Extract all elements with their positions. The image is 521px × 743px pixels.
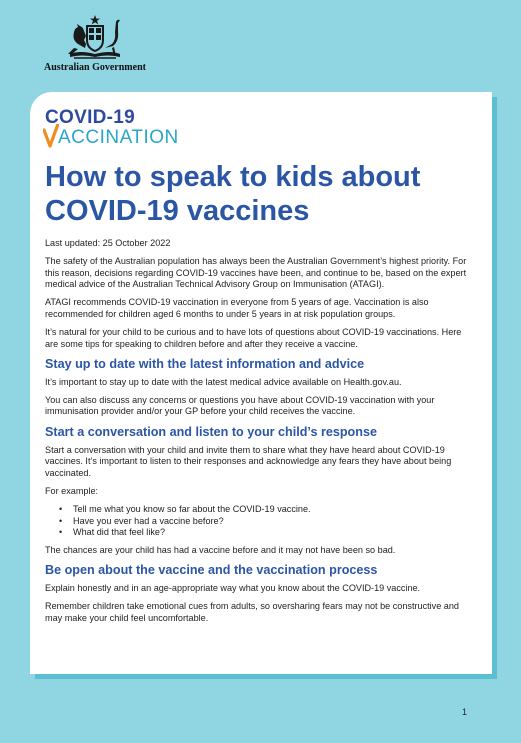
section-paragraph: For example: [45,485,99,496]
section-heading: Start a conversation and listen to your child’s response [45,424,377,439]
list-item: • Tell me what you know so far about the COVID-19 vaccine. [59,504,477,516]
example-questions-list [59,504,477,539]
section-paragraph: It’s important to stay up to date with the latest medical advice available on Health.gov.au. [45,376,402,387]
section-heading: Stay up to date with the latest information and advice [45,356,365,371]
last-updated: Last updated: 25 October 2022 [45,238,171,248]
section-paragraph: Start a conversation with your child and invite them to share what they have heard about COVID-19 vaccines. It’s important to listen to their responses and acknowledge any fears they have about being vaccinated. [45,444,452,478]
document-body [45,238,477,631]
section-heading: Be open about the vaccine and the vaccination process [45,563,378,578]
section-paragraph: You can also discuss any concerns or questions you have about COVID-19 vaccination with your immunisation provider and/or your GP before your child receives the vaccine. [45,394,435,417]
page-title: How to speak to kids about COVID-19 vaccines [45,161,421,227]
logo-line-1: COVID-19 [45,107,136,128]
coat-of-arms-icon [60,14,130,60]
page-number: 1 [462,707,468,717]
intro-paragraph: The safety of the Australian population has always been the Australian Government’s highest priority. For this reason, decisions regarding COVID-19 vaccines have been, and continue to be, based on the expert medical advice of the Australian Technical Advisory Group on Immunisation (ATAGI). [45,256,467,290]
v-check-icon [43,124,59,148]
section-paragraph: Explain honestly and in an age-appropriate way what you know about the COVID-19 vaccine. [45,583,421,594]
logo-line-2: ACCINATION [58,127,179,148]
section-paragraph: The chances are your child has had a vaccine before and it may not have been so bad. [45,545,396,556]
list-item: • What did that feel like? [59,527,477,539]
government-header [40,14,150,76]
government-name: Australian Government [44,62,146,73]
covid-vaccination-logo [45,108,179,147]
intro-paragraph: It’s natural for your child to be curious and to have lots of questions about COVID-19 vaccinations. Here are some tips for speaking to children before and after they receive a vaccine. [45,327,462,349]
section-paragraph: Remember children take emotional cues from adults, so oversharing fears may not be constructive and may make your child feel uncomfortable. [45,601,459,623]
intro-paragraph: ATAGI recommends COVID-19 vaccination in everyone from 5 years of age. Vaccination is also recommended for children aged 6 months to under 5 years in at risk population groups. [45,297,429,319]
document-card [30,92,492,674]
list-item: • Have you ever had a vaccine before? [59,516,477,528]
